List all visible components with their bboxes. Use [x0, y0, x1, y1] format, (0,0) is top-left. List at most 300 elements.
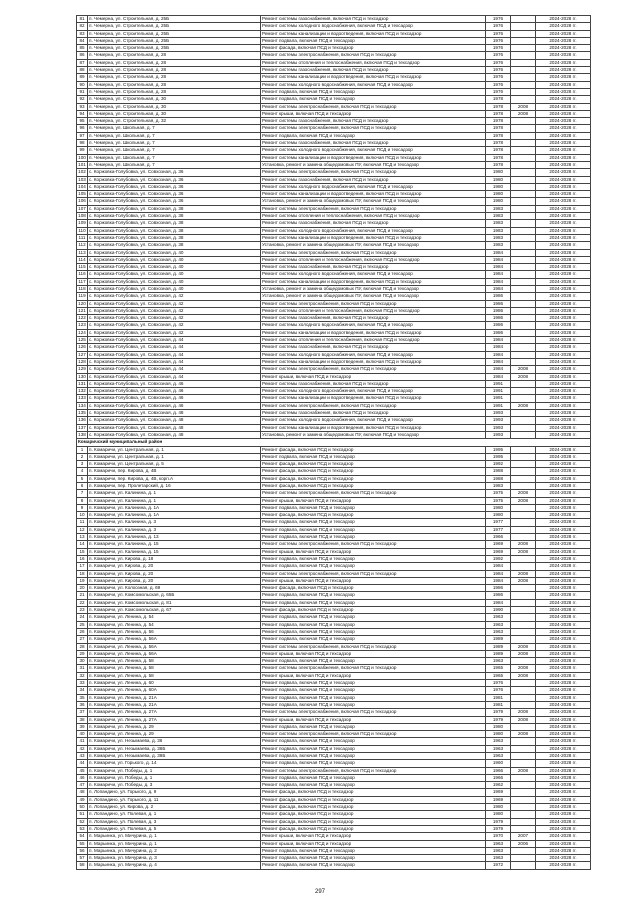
table-row: [77, 380, 591, 387]
last-repair-year-cell: [511, 220, 536, 227]
planned-period-cell: 2024-2028 гг.: [536, 45, 591, 52]
table-row: [77, 191, 591, 198]
work-type-cell: Ремонт системы канализации и водоотведения, включая ПСД и техсадзор: [261, 278, 486, 285]
last-repair-year-cell: [511, 315, 536, 322]
last-repair-year-cell: [511, 380, 536, 387]
planned-period-cell: 2024-2028 гг.: [536, 701, 591, 708]
table-row: [77, 767, 591, 774]
table-row: [77, 607, 591, 614]
work-type-cell: Ремонт системы канализации и водоотведения, включая ПСД и техсадзор: [261, 191, 486, 198]
planned-period-cell: 2024-2028 гг.: [536, 833, 591, 840]
planned-period-cell: 2024-2028 гг.: [536, 373, 591, 380]
table-row: [77, 672, 591, 679]
address-cell: с. Коржовка-Голубовка, ул. Совхозная, д. 42: [88, 315, 261, 322]
table-row: [77, 118, 591, 125]
planned-period-cell: 2024-2028 гг.: [536, 585, 591, 592]
address-cell: с. Коржовка-Голубовка, ул. Совхозная, д. 44: [88, 344, 261, 351]
table-row: [77, 140, 591, 147]
row-number-cell: 5: [77, 475, 88, 482]
table-row: [77, 417, 591, 424]
row-number-cell: 48: [77, 789, 88, 796]
planned-period-cell: 2024-2028 гг.: [536, 358, 591, 365]
row-number-cell: 95: [77, 118, 88, 125]
row-number-cell: 30: [77, 658, 88, 665]
row-number-cell: 39: [77, 723, 88, 730]
build-year-cell: 1966: [486, 767, 511, 774]
address-cell: п. Комаричи, ул. Победы, д. 1: [88, 767, 261, 774]
table-row: [77, 213, 591, 220]
planned-period-cell: 2024-2028 гг.: [536, 628, 591, 635]
build-year-cell: 1963: [486, 847, 511, 854]
work-type-cell: Ремонт системы электроснабжения, включая ПСД и техсадзор: [261, 731, 486, 738]
last-repair-year-cell: [511, 234, 536, 241]
planned-period-cell: 2024-2028 гг.: [536, 293, 591, 300]
work-type-cell: Ремонт системы канализации и водоотведения, включая ПСД и техсадзор: [261, 30, 486, 37]
planned-period-cell: 2024-2028 гг.: [536, 818, 591, 825]
planned-period-cell: 2024-2028 гг.: [536, 307, 591, 314]
last-repair-year-cell: 2008: [511, 767, 536, 774]
planned-period-cell: 2024-2028 гг.: [536, 285, 591, 292]
planned-period-cell: 2024-2028 гг.: [536, 847, 591, 854]
table-row: [77, 293, 591, 300]
address-cell: п. Комаричи, ул. Ленина, д. 56А: [88, 636, 261, 643]
address-cell: п. Комаричи, ул. Калинина, д. 1А: [88, 512, 261, 519]
planned-period-cell: 2024-2028 гг.: [536, 680, 591, 687]
build-year-cell: 1983: [486, 213, 511, 220]
table-row: [77, 577, 591, 584]
row-number-cell: 19: [77, 577, 88, 584]
work-type-cell: Ремонт системы газоснабжения, включая ПСД и техсадзор: [261, 118, 486, 125]
work-type-cell: Ремонт фасада, включая ПСД и техсадзор: [261, 45, 486, 52]
work-type-cell: Ремонт системы канализации и водоотведения, включая ПСД и техсадзор: [261, 154, 486, 161]
build-year-cell: 1984: [486, 271, 511, 278]
address-cell: п. Комаричи, ул. Центральная, д. 1: [88, 446, 261, 453]
row-number-cell: 110: [78, 227, 86, 233]
table-row: [77, 716, 591, 723]
address-cell: с. Коржовка-Голубовка, ул. Совхозная, д. 46: [88, 395, 261, 402]
address-cell: п. Комаричи, ул. Калинина, д. 3: [88, 519, 261, 526]
planned-period-cell: 2024-2028 гг.: [536, 519, 591, 526]
planned-period-cell: 2024-2028 гг.: [536, 169, 591, 176]
address-cell: п. Комаричи, ул. Калинина, д. 1: [88, 497, 261, 504]
last-repair-year-cell: [511, 592, 536, 599]
planned-period-cell: 2024-2028 гг.: [536, 760, 591, 767]
planned-period-cell: 2024-2028 гг.: [536, 176, 591, 183]
address-cell: п. Лопандино, ул. Горького, д. 9: [88, 789, 261, 796]
address-cell: с. Коржовка-Голубовка, ул. Совхозная, д. 36: [88, 183, 261, 190]
build-year-cell: 1992: [486, 461, 511, 468]
build-year-cell: 1975: [486, 497, 511, 504]
address-cell: с. Коржовка-Голубовка, ул. Совхозная, д. 38: [88, 234, 261, 241]
build-year-cell: 1979: [486, 818, 511, 825]
table-row: [77, 154, 591, 161]
table-row: [77, 497, 591, 504]
planned-period-cell: 2024-2028 гг.: [536, 96, 591, 103]
work-type-cell: Ремонт системы холодного водоснабжения, включая ПСД и техсадзор: [261, 388, 486, 395]
work-type-cell: Ремонт подвала, включая ПСД и техсадзор: [261, 614, 486, 621]
address-cell: п. Комаричи, ул. Ленина, д. 56А: [88, 643, 261, 650]
address-cell: с. Коржовка-Голубовка, ул. Совхозная, д. 36: [88, 176, 261, 183]
table-row: [77, 840, 591, 847]
last-repair-year-cell: 2008: [511, 497, 536, 504]
build-year-cell: 1980: [486, 176, 511, 183]
row-number-cell: 119: [78, 293, 86, 299]
row-number-cell: 47: [77, 782, 88, 789]
address-cell: п. Комаричи, ул. Ленина, д. 56А: [88, 650, 261, 657]
table-row: [77, 563, 591, 570]
last-repair-year-cell: [511, 278, 536, 285]
planned-period-cell: 2024-2028 гг.: [536, 570, 591, 577]
work-type-cell: Ремонт крыши, включая ПСД и техсадзор: [261, 650, 486, 657]
work-type-cell: Ремонт подвала, включая ПСД и техсадзор: [261, 782, 486, 789]
build-year-cell: 1983: [486, 205, 511, 212]
last-repair-year-cell: [511, 329, 536, 336]
last-repair-year-cell: 2006: [511, 840, 536, 847]
work-type-cell: Ремонт системы холодного водоснабжения, включая ПСД и техсадзор: [261, 271, 486, 278]
table-row: [77, 337, 591, 344]
address-cell: с. Коржовка-Голубовка, ул. Совхозная, д. 40: [88, 278, 261, 285]
table-row: [77, 789, 591, 796]
address-cell: с. Коржовка-Голубовка, ул. Совхозная, д. 36: [88, 169, 261, 176]
planned-period-cell: 2024-2028 гг.: [536, 461, 591, 468]
address-cell: п. Комаричи, ул. Горького, д. 14: [88, 760, 261, 767]
last-repair-year-cell: 2008: [511, 490, 536, 497]
address-cell: п. Чемерна, ул. Школьная, д. 7: [88, 140, 261, 147]
last-repair-year-cell: [511, 599, 536, 606]
work-type-cell: Ремонт системы канализации и водоотведения, включая ПСД и техсадзор: [261, 329, 486, 336]
last-repair-year-cell: [511, 154, 536, 161]
table-row: [77, 147, 591, 154]
last-repair-year-cell: [511, 461, 536, 468]
planned-period-cell: 2024-2028 гг.: [536, 67, 591, 74]
address-cell: с. Коржовка-Голубовка, ул. Совхозная, д. 40: [88, 249, 261, 256]
address-cell: п. Чемерна, ул. Строительная, д. 25Б: [88, 30, 261, 37]
build-year-cell: 1986: [486, 329, 511, 336]
work-type-cell: Ремонт системы газоснабжения, включая ПСД и техсадзор: [261, 140, 486, 147]
build-year-cell: 1963: [486, 614, 511, 621]
planned-period-cell: 2024-2028 гг.: [536, 264, 591, 271]
address-cell: п. Чемерна, ул. Строительная, д. 28: [88, 59, 261, 66]
table-row: [77, 825, 591, 832]
build-year-cell: 1962: [486, 782, 511, 789]
build-year-cell: 1983: [486, 242, 511, 249]
work-type-cell: Ремонт подвала, включая ПСД и техсадзор: [261, 847, 486, 854]
row-number-cell: 28: [77, 643, 88, 650]
last-repair-year-cell: [511, 534, 536, 541]
work-type-cell: Ремонт крыши, включая ПСД и техсадзор: [261, 716, 486, 723]
work-type-cell: Ремонт системы электроснабжения, включая ПСД и техсадзор: [261, 366, 486, 373]
last-repair-year-cell: [511, 738, 536, 745]
table-row: [77, 752, 591, 759]
last-repair-year-cell: [511, 475, 536, 482]
build-year-cell: 1984: [486, 337, 511, 344]
row-number-cell: 58: [77, 862, 88, 869]
work-type-cell: Ремонт системы электроснабжения, включая ПСД и техсадзор: [261, 490, 486, 497]
address-cell: п. Лопандино, ул. Полевая, д. 5: [88, 825, 261, 832]
last-repair-year-cell: [511, 446, 536, 453]
address-cell: с. Коржовка-Голубовка, ул. Совхозная, д. 48: [88, 424, 261, 431]
table-row: [77, 424, 591, 431]
row-number-cell: 38: [77, 716, 88, 723]
row-number-cell: 45: [77, 767, 88, 774]
planned-period-cell: 2024-2028 гг.: [536, 526, 591, 533]
build-year-cell: 1965: [486, 665, 511, 672]
table-row: [77, 307, 591, 314]
last-repair-year-cell: [511, 687, 536, 694]
table-row: [77, 198, 591, 205]
last-repair-year-cell: [511, 67, 536, 74]
work-type-cell: Ремонт системы электроснабжения, включая ПСД и техсадзор: [261, 300, 486, 307]
table-row: [77, 709, 591, 716]
address-cell: с. Коржовка-Голубовка, ул. Совхозная, д. 46: [88, 380, 261, 387]
build-year-cell: 1980: [486, 731, 511, 738]
build-year-cell: 1992: [486, 555, 511, 562]
table-row: [77, 74, 591, 81]
build-year-cell: 1980: [486, 183, 511, 190]
address-cell: с. Коржовка-Голубовка, ул. Совхозная, д. 48: [88, 410, 261, 417]
row-number-cell: 10: [77, 512, 88, 519]
build-year-cell: 1984: [486, 358, 511, 365]
row-number-cell: 31: [77, 665, 88, 672]
build-year-cell: 1978: [486, 161, 511, 168]
build-year-cell: 1980: [486, 198, 511, 205]
address-cell: с. Коржовка-Голубовка, ул. Совхозная, д. 44: [88, 337, 261, 344]
row-number-cell: 133: [78, 395, 86, 401]
table-row: [77, 621, 591, 628]
row-number-cell: 107: [78, 205, 86, 211]
row-number-cell: 82: [77, 23, 88, 30]
row-number-cell: 103: [78, 176, 86, 182]
work-type-cell: Ремонт подвала, включая ПСД и техсадзор: [261, 526, 486, 533]
work-type-cell: Ремонт подвала, включая ПСД и техсадзор: [261, 636, 486, 643]
last-repair-year-cell: [511, 526, 536, 533]
work-type-cell: Ремонт крыши, включая ПСД и техсадзор: [261, 833, 486, 840]
row-number-cell: 84: [77, 37, 88, 44]
table-row: [77, 373, 591, 380]
last-repair-year-cell: [511, 118, 536, 125]
section-header-row: [77, 439, 591, 446]
table-row: [77, 366, 591, 373]
last-repair-year-cell: [511, 847, 536, 854]
page-number: 297: [314, 889, 325, 895]
planned-period-cell: 2024-2028 гг.: [536, 636, 591, 643]
work-type-cell: Ремонт системы электроснабжения, включая ПСД и техсадзор: [261, 103, 486, 110]
table-row: [77, 183, 591, 190]
row-number-cell: 137: [78, 424, 86, 430]
planned-period-cell: 2024-2028 гг.: [536, 804, 591, 811]
last-repair-year-cell: [511, 745, 536, 752]
last-repair-year-cell: 2008: [511, 577, 536, 584]
table-row: [77, 410, 591, 417]
row-number-cell: 54: [77, 833, 88, 840]
table-row: [77, 526, 591, 533]
work-type-cell: Ремонт системы электроснабжения, включая ПСД и техсадзор: [261, 570, 486, 577]
table-row: [77, 599, 591, 606]
last-repair-year-cell: [511, 723, 536, 730]
row-number-cell: 13: [77, 534, 88, 541]
address-cell: с. Коржовка-Голубовка, ул. Совхозная, д. 46: [88, 388, 261, 395]
work-type-cell: Ремонт системы канализации и водоотведения, включая ПСД и техсадзор: [261, 395, 486, 402]
address-cell: п. Лопандино, ул. Кирова, д. 2: [88, 804, 261, 811]
build-year-cell: 1976: [486, 16, 511, 23]
address-cell: п. Комаричи, ул. Незымаева, д. 36: [88, 738, 261, 745]
last-repair-year-cell: [511, 52, 536, 59]
row-number-cell: 91: [77, 88, 88, 95]
planned-period-cell: 2024-2028 гг.: [536, 402, 591, 409]
planned-period-cell: 2024-2028 гг.: [536, 555, 591, 562]
last-repair-year-cell: [511, 30, 536, 37]
address-cell: п. Комаричи, ул. Калинина, д. 1А: [88, 504, 261, 511]
build-year-cell: 1963: [486, 621, 511, 628]
table-row: [77, 512, 591, 519]
row-number-cell: 85: [77, 45, 88, 52]
build-year-cell: 1966: [486, 534, 511, 541]
work-type-cell: Ремонт крыши, включая ПСД и техсадзор: [261, 110, 486, 117]
table-row: [77, 285, 591, 292]
build-year-cell: 1969: [486, 789, 511, 796]
table-row: [77, 643, 591, 650]
work-type-cell: Ремонт системы электроснабжения, включая ПСД и техсадзор: [261, 125, 486, 132]
row-number-cell: 126: [78, 344, 86, 350]
build-year-cell: 1980: [486, 504, 511, 511]
build-year-cell: 1972: [486, 862, 511, 869]
address-cell: п. Лопандино, ул. Горького, д. 11: [88, 796, 261, 803]
table-row: [77, 220, 591, 227]
address-cell: п. Комаричи, ул. Ленина, д. 54: [88, 614, 261, 621]
address-cell: п. Марьинка, ул. Мичурина, д. 1: [88, 840, 261, 847]
row-number-cell: 96: [77, 125, 88, 132]
last-repair-year-cell: [511, 16, 536, 23]
table-row: [77, 614, 591, 621]
row-number-cell: 128: [78, 358, 86, 364]
last-repair-year-cell: 2008: [511, 366, 536, 373]
last-repair-year-cell: [511, 307, 536, 314]
last-repair-year-cell: [511, 256, 536, 263]
row-number-cell: 17: [77, 563, 88, 570]
build-year-cell: 1989: [486, 636, 511, 643]
build-year-cell: 1983: [486, 227, 511, 234]
table-row: [77, 585, 591, 592]
last-repair-year-cell: 2007: [511, 833, 536, 840]
table-row: [77, 811, 591, 818]
build-year-cell: 1976: [486, 81, 511, 88]
last-repair-year-cell: [511, 45, 536, 52]
last-repair-year-cell: [511, 825, 536, 832]
build-year-cell: 1993: [486, 410, 511, 417]
last-repair-year-cell: 2008: [511, 373, 536, 380]
address-cell: п. Комаричи, ул. Комсомольская, д. 67: [88, 607, 261, 614]
table-row: [77, 461, 591, 468]
last-repair-year-cell: [511, 169, 536, 176]
work-type-cell: Ремонт подвала, включая ПСД и техсадзор: [261, 37, 486, 44]
row-number-cell: 94: [77, 110, 88, 117]
build-year-cell: 1984: [486, 264, 511, 271]
build-year-cell: 1975: [486, 490, 511, 497]
work-type-cell: Ремонт подвала, включая ПСД и техсадзор: [261, 519, 486, 526]
build-year-cell: 1984: [486, 570, 511, 577]
build-year-cell: 1995: [486, 453, 511, 460]
planned-period-cell: 2024-2028 гг.: [536, 716, 591, 723]
build-year-cell: 1978: [486, 125, 511, 132]
build-year-cell: 1980: [486, 169, 511, 176]
last-repair-year-cell: [511, 81, 536, 88]
address-cell: п. Комаричи, ул. Ленина, д. 27А: [88, 716, 261, 723]
table-row: [77, 636, 591, 643]
address-cell: п. Чемерна, ул. Строительная, д. 28: [88, 81, 261, 88]
build-year-cell: 1978: [486, 103, 511, 110]
table-row: [77, 110, 591, 117]
last-repair-year-cell: 2008: [511, 650, 536, 657]
work-type-cell: Ремонт системы газоснабжения, включая ПСД и техсадзор: [261, 67, 486, 74]
build-year-cell: 1986: [486, 315, 511, 322]
table-row: [77, 37, 591, 44]
last-repair-year-cell: [511, 388, 536, 395]
planned-period-cell: 2024-2028 гг.: [536, 665, 591, 672]
build-year-cell: 1976: [486, 74, 511, 81]
address-cell: п. Марьинка, ул. Мичурина, д. 1: [88, 833, 261, 840]
planned-period-cell: 2024-2028 гг.: [536, 840, 591, 847]
address-cell: п. Комаричи, ул. Ленина, д. 29: [88, 723, 261, 730]
last-repair-year-cell: 2008: [511, 103, 536, 110]
work-type-cell: Ремонт подвала, включая ПСД и техсадзор: [261, 592, 486, 599]
build-year-cell: 1993: [486, 431, 511, 438]
table-row: [77, 30, 591, 37]
last-repair-year-cell: [511, 818, 536, 825]
address-cell: п. Комаричи, ул. Ленина, д. 60А: [88, 687, 261, 694]
work-type-cell: Ремонт подвала, включая ПСД и техсадзор: [261, 563, 486, 570]
address-cell: п. Лопандино, ул. Полевая, д. 3: [88, 818, 261, 825]
table-row: [77, 23, 591, 30]
planned-period-cell: 2024-2028 гг.: [536, 468, 591, 475]
table-row: [77, 351, 591, 358]
table-row: [77, 205, 591, 212]
address-cell: п. Комаричи, ул. Ленина, д. 29: [88, 731, 261, 738]
table-row: [77, 665, 591, 672]
table-row: [77, 555, 591, 562]
table-row: [77, 59, 591, 66]
build-year-cell: 1988: [486, 475, 511, 482]
address-cell: п. Комаричи, ул. Комсомольская, д. 65Б: [88, 592, 261, 599]
planned-period-cell: 2024-2028 гг.: [536, 504, 591, 511]
row-number-cell: 9: [77, 504, 88, 511]
row-number-cell: 118: [78, 285, 86, 291]
build-year-cell: 1976: [486, 23, 511, 30]
work-type-cell: Ремонт подвала, включая ПСД и техсадзор: [261, 752, 486, 759]
row-number-cell: 87: [77, 59, 88, 66]
last-repair-year-cell: [511, 176, 536, 183]
address-cell: с. Коржовка-Голубовка, ул. Совхозная, д. 42: [88, 329, 261, 336]
address-cell: п. Чемерна, ул. Школьная, д. 7: [88, 154, 261, 161]
table-row: [77, 570, 591, 577]
build-year-cell: 1984: [486, 599, 511, 606]
last-repair-year-cell: [511, 344, 536, 351]
address-cell: п. Комаричи, ул. Ленина, д. 21А: [88, 701, 261, 708]
planned-period-cell: 2024-2028 гг.: [536, 424, 591, 431]
work-type-cell: Ремонт подвала, включая ПСД и техсадзор: [261, 599, 486, 606]
work-type-cell: Ремонт подвала, включая ПСД и техсадзор: [261, 760, 486, 767]
last-repair-year-cell: 2008: [511, 110, 536, 117]
planned-period-cell: 2024-2028 гг.: [536, 154, 591, 161]
address-cell: п. Комаричи, ул. Калинина, д. 13: [88, 534, 261, 541]
row-number-cell: 134: [78, 402, 86, 408]
last-repair-year-cell: [511, 242, 536, 249]
table-row: [77, 271, 591, 278]
table-row: [77, 358, 591, 365]
planned-period-cell: 2024-2028 гг.: [536, 242, 591, 249]
table-row: [77, 161, 591, 168]
row-number-cell: 46: [77, 774, 88, 781]
planned-period-cell: 2024-2028 гг.: [536, 672, 591, 679]
